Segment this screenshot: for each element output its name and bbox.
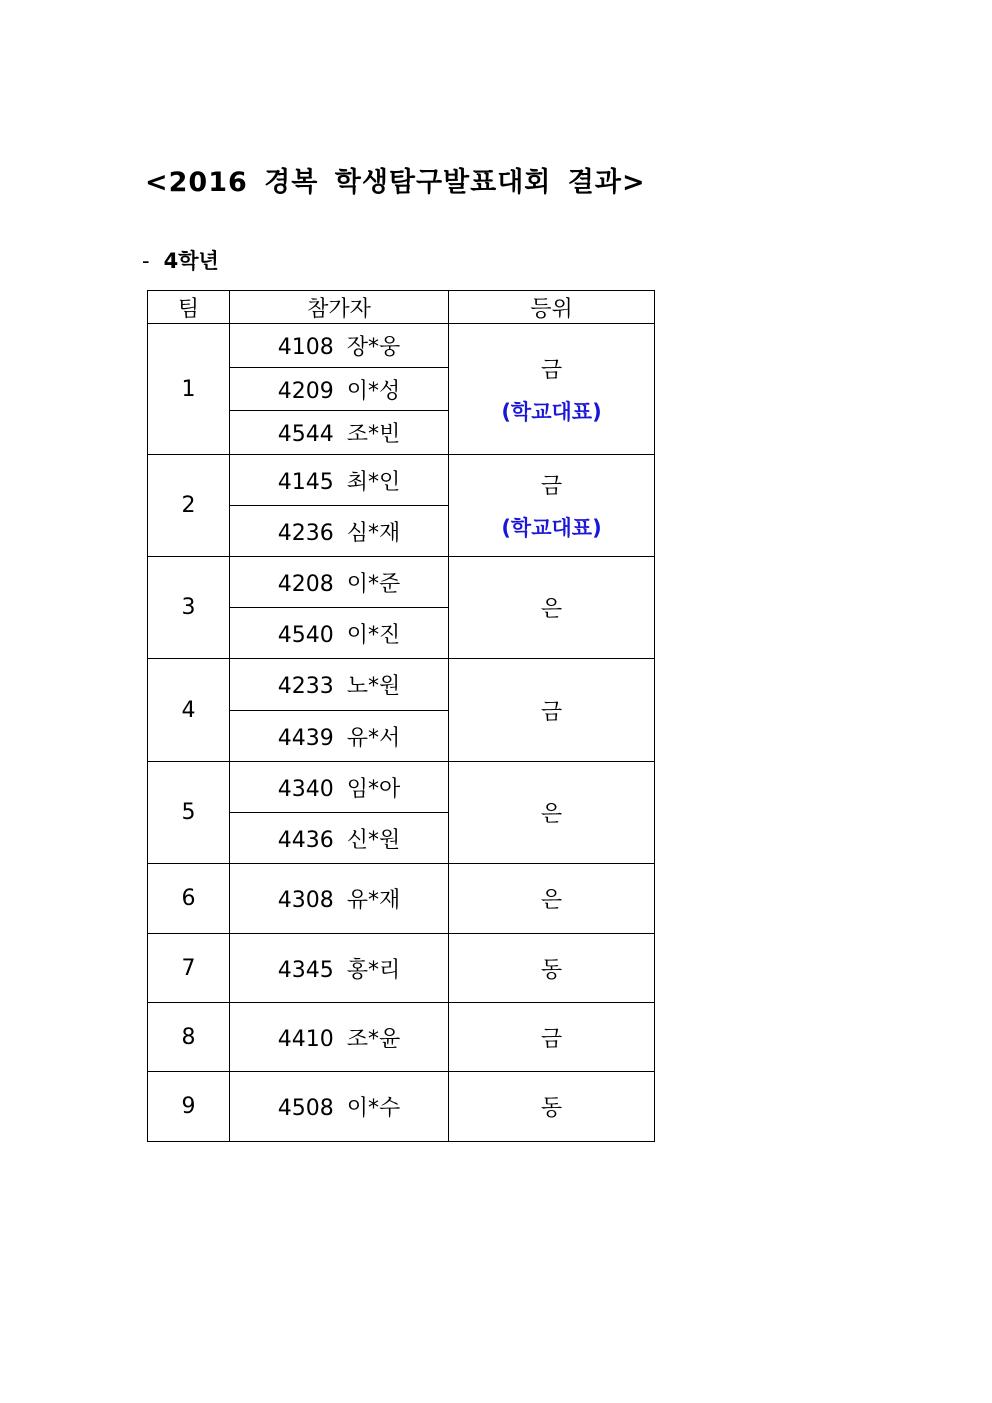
participant-cell: 4340 임*아 [230, 762, 449, 813]
table-row [148, 455, 655, 506]
rank-cell: 금 [449, 659, 655, 762]
table-row [148, 934, 655, 1003]
school-rep-note: (학교대표) [501, 516, 602, 540]
grade-heading [142, 245, 219, 275]
page-title: <2016 경복 학생탐구발표대회 결과> [145, 167, 646, 198]
header-rank: 등위 [449, 291, 655, 324]
team-number: 7 [148, 934, 230, 1003]
table-row [148, 1072, 655, 1142]
team-number: 1 [148, 324, 230, 455]
participant-cell: 4233 노*원 [230, 659, 449, 711]
team-number: 9 [148, 1072, 230, 1142]
participant-cell: 4145 최*인 [230, 455, 449, 506]
header-team: 팀 [148, 291, 230, 324]
results-table [147, 290, 655, 1142]
participant-cell: 4410 조*윤 [230, 1003, 449, 1072]
participant-cell: 4308 유*재 [230, 864, 449, 934]
table-row [148, 557, 655, 608]
participant-cell: 4236 심*재 [230, 506, 449, 557]
participant-cell: 4436 신*원 [230, 813, 449, 864]
team-number: 2 [148, 455, 230, 557]
rank-cell: 은 [449, 762, 655, 864]
participant-cell: 4345 홍*리 [230, 934, 449, 1003]
team-number: 6 [148, 864, 230, 934]
medal-label: 금 [540, 474, 563, 499]
grade-label: 4학년 [163, 249, 219, 273]
participant-cell: 4508 이*수 [230, 1072, 449, 1142]
rank-cell [449, 455, 655, 557]
rank-cell: 은 [449, 557, 655, 659]
participant-cell: 4540 이*진 [230, 608, 449, 659]
table-row [148, 324, 655, 368]
participant-cell: 4108 장*웅 [230, 324, 449, 368]
team-number: 5 [148, 762, 230, 864]
participant-cell: 4208 이*준 [230, 557, 449, 608]
rank-cell: 금 [449, 1003, 655, 1072]
rank-cell: 동 [449, 1072, 655, 1142]
rank-cell [449, 324, 655, 455]
team-number: 4 [148, 659, 230, 762]
team-number: 8 [148, 1003, 230, 1072]
school-rep-note: (학교대표) [501, 399, 602, 424]
participant-cell: 4544 조*빈 [230, 411, 449, 455]
table-row [148, 1003, 655, 1072]
team-number: 3 [148, 557, 230, 659]
table-row [148, 762, 655, 813]
table-row [148, 659, 655, 711]
participant-cell: 4209 이*성 [230, 368, 449, 411]
heading-dash: - [142, 249, 150, 273]
table-header-row [148, 291, 655, 324]
rank-cell: 동 [449, 934, 655, 1003]
header-participants: 참가자 [230, 291, 449, 324]
rank-cell: 은 [449, 864, 655, 934]
medal-label: 금 [540, 357, 563, 383]
participant-cell: 4439 유*서 [230, 711, 449, 762]
table-row [148, 864, 655, 934]
